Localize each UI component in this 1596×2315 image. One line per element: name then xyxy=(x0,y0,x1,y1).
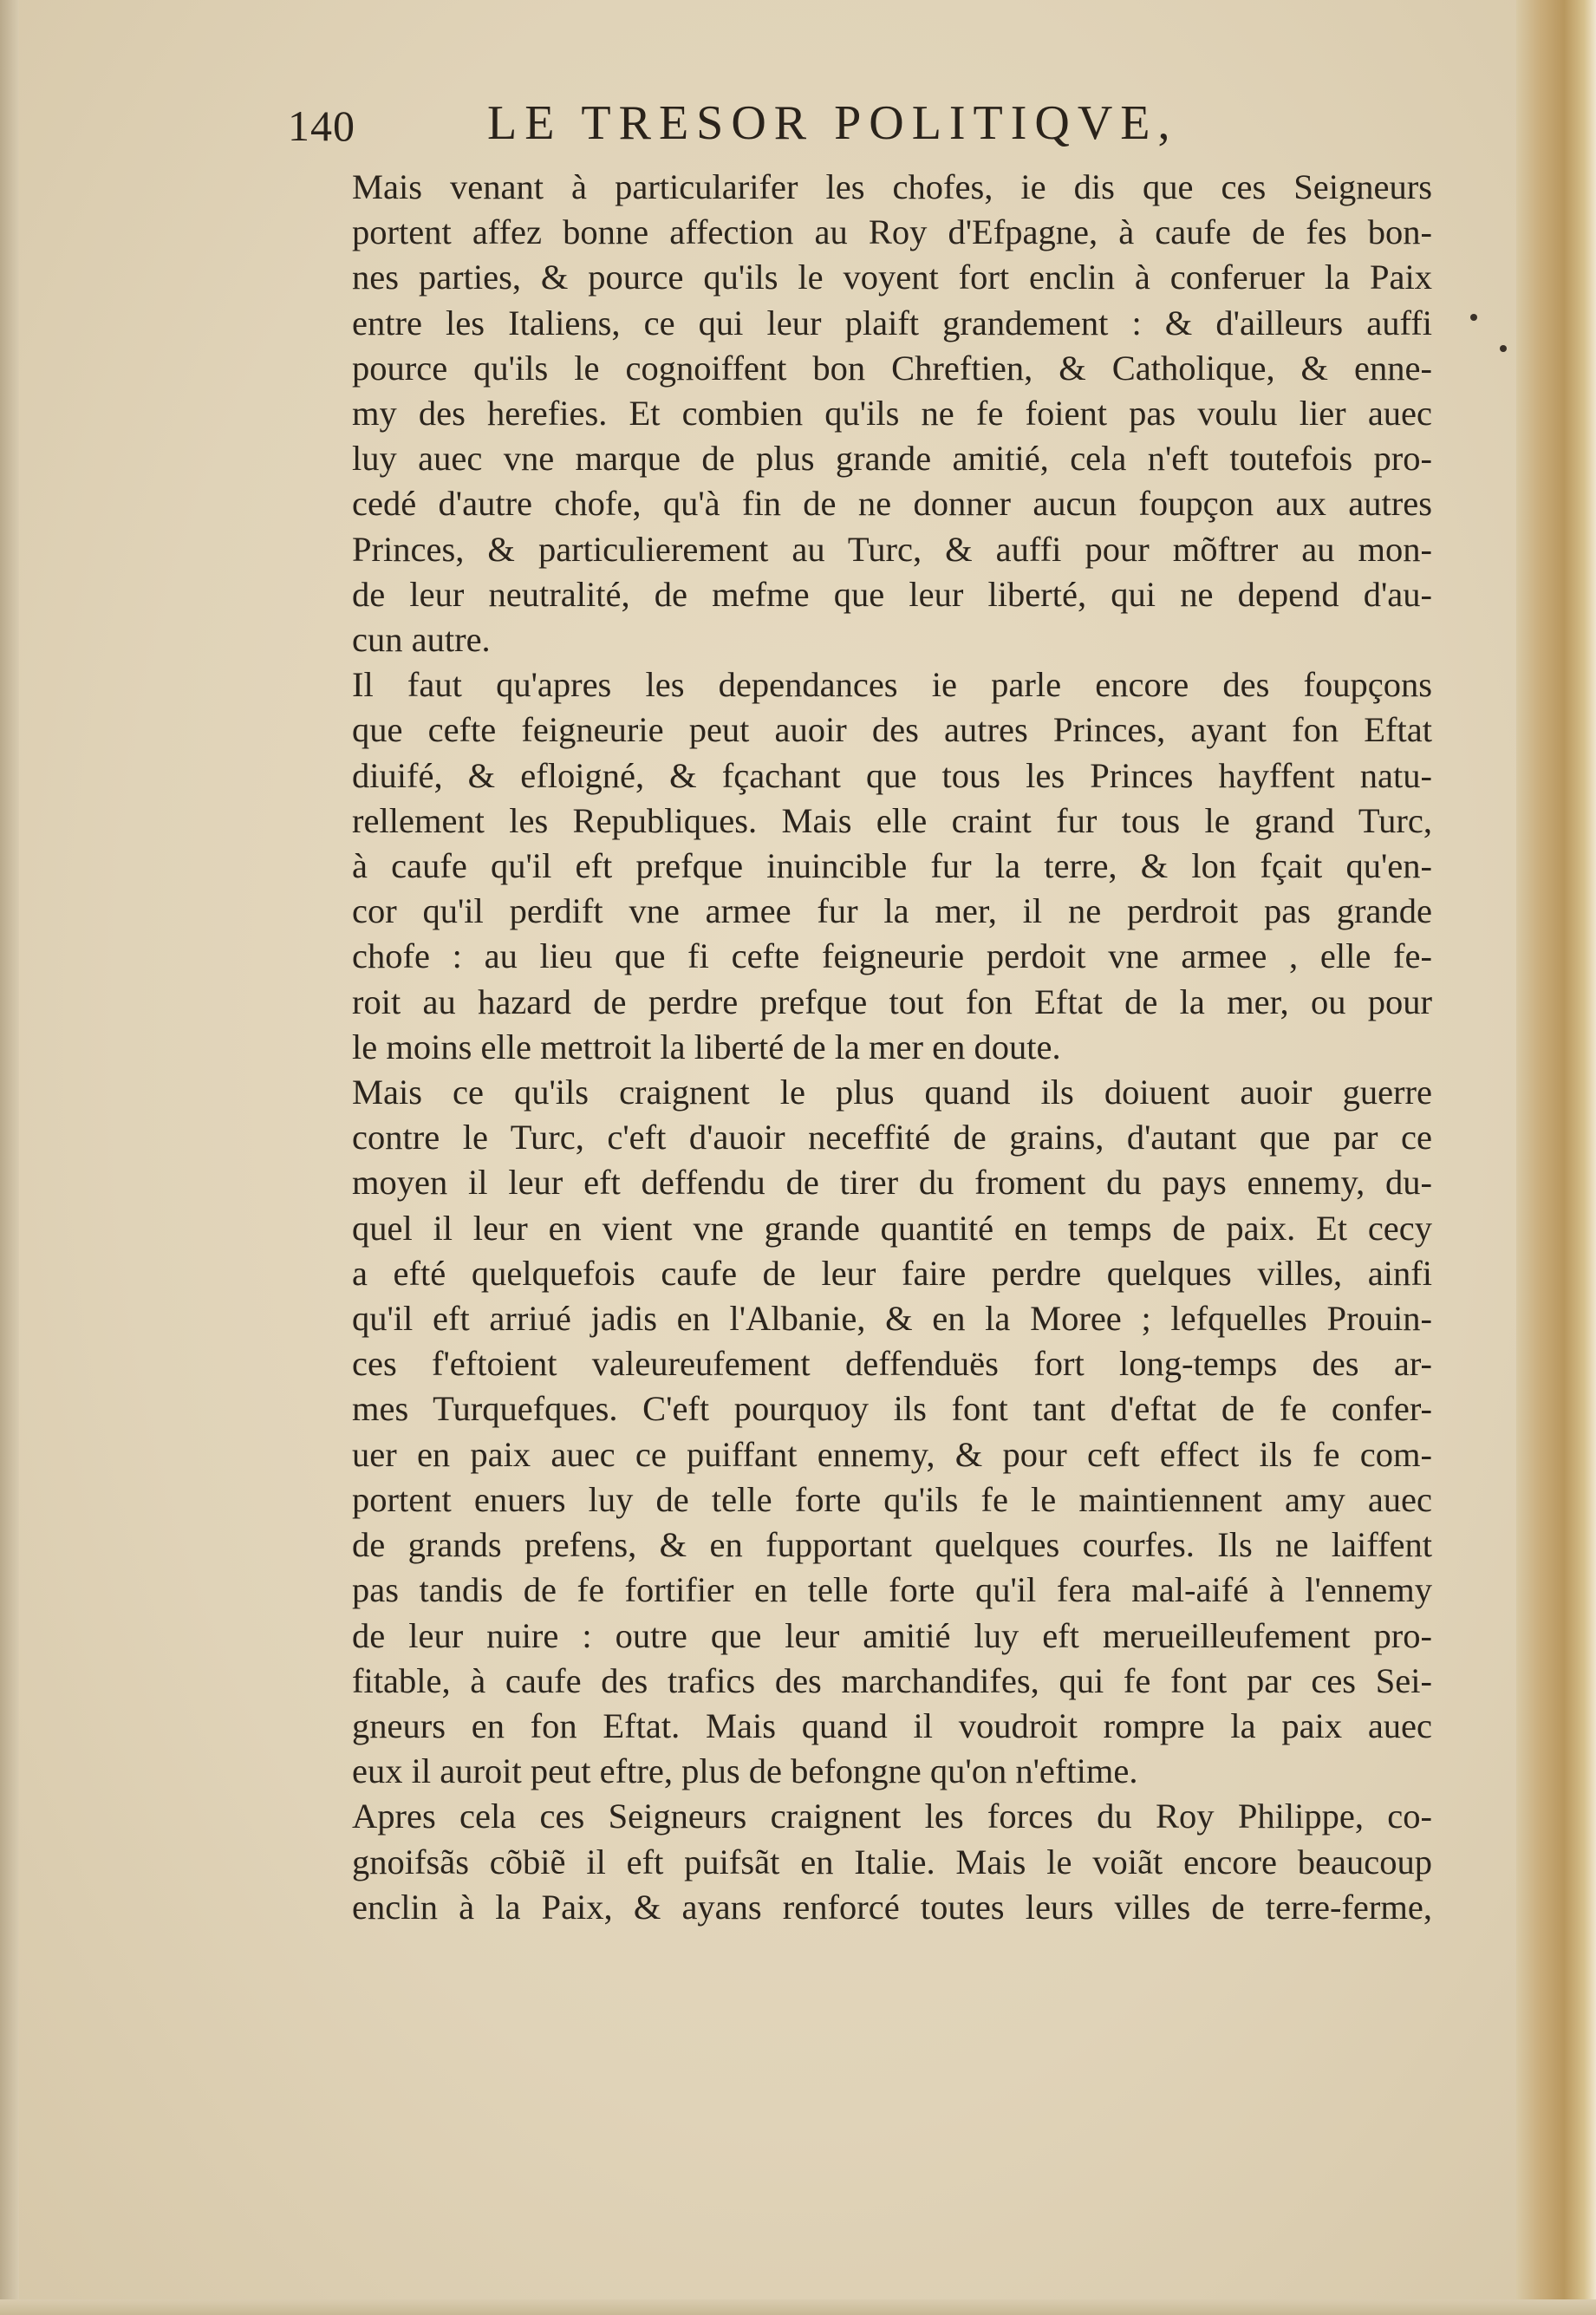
text-line: gnoifsãs cõbiẽ il eft puifsãt en Italie. Mais le voiãt encore beaucoup xyxy=(352,1842,1432,1881)
text-line: quel il leur en vient vne grande quantité en temps de paix. Et cecy xyxy=(352,1208,1432,1248)
page-left-edge xyxy=(0,0,19,2315)
text-line: diuifé, & efloigné, & fçachant que tous les Princes hayffent natu- xyxy=(352,755,1432,795)
text-line: luy auec vne marque de plus grande amitié, cela n'eft toutefois pro- xyxy=(352,439,1432,479)
text-line: my des herefies. Et combien qu'ils ne fe foient pas voulu lier auec xyxy=(352,394,1432,434)
text-line: cor qu'il perdift vne armee fur la mer, il ne perdroit pas grande xyxy=(352,891,1432,931)
text-line: que cefte feigneurie peut auoir des autres Princes, ayant fon Eftat xyxy=(352,710,1432,750)
paragraph-4 xyxy=(340,1794,1432,1930)
running-title: LE TRESOR POLITIQVE, xyxy=(487,96,1178,150)
text-line: à caufe qu'il eft prefque inuincible fur la terre, & lon fçait qu'en- xyxy=(352,846,1432,886)
text-line: cedé d'autre chofe, qu'à fin de ne donner aucun foupçon aux autres xyxy=(352,484,1432,524)
text-line: a efté quelquefois caufe de leur faire perdre quelques villes, ainfi xyxy=(352,1253,1432,1293)
text-line: le moins elle mettroit la liberté de la mer en doute. xyxy=(352,1027,1061,1066)
text-line: rellement les Republiques. Mais elle craint fur tous le grand Turc, xyxy=(352,800,1432,840)
text-line: gneurs en fon Eftat. Mais quand il voudroit rompre la paix auec xyxy=(352,1705,1432,1745)
text-line: fitable, à caufe des trafics des marchandifes, qui fe font par ces Sei- xyxy=(352,1660,1432,1700)
page-header xyxy=(288,90,1328,168)
text-line: enclin à la Paix, & ayans renforcé toutes leurs villes de terre-ferme, xyxy=(352,1887,1432,1927)
text-line: nes parties, & pource qu'ils le voyent fort enclin à conferuer la Paix xyxy=(352,258,1432,297)
text-line: portent affez bonne affection au Roy d'Efpagne, à caufe de fes bon- xyxy=(352,212,1432,252)
text-line: ces f'eftoient valeureufement deffenduës fort long-temps des ar- xyxy=(352,1344,1432,1384)
text-line: roit au hazard de perdre prefque tout fon Eftat de la mer, ou pour xyxy=(352,981,1432,1021)
text-line: de grands prefens, & en fupportant quelques courfes. Ils ne laiffent xyxy=(352,1525,1432,1565)
page-number: 140 xyxy=(288,101,355,150)
paragraph-3 xyxy=(340,1070,1432,1794)
text-line: Apres cela ces Seigneurs craignent les forces du Roy Philippe, co- xyxy=(352,1797,1432,1836)
text-line: pource qu'ils le cognoiffent bon Chreftien, & Catholique, & enne- xyxy=(352,348,1432,388)
body-text xyxy=(340,165,1432,1930)
text-line: de leur neutralité, de mefme que leur liberté, qui ne depend d'au- xyxy=(352,574,1432,614)
text-line: contre le Turc, c'eft d'auoir neceffité de grains, d'autant que par ce xyxy=(352,1118,1432,1158)
text-line: chofe : au lieu que fi cefte feigneurie perdoit vne armee , elle fe- xyxy=(352,936,1432,976)
text-line: moyen il leur eft deffendu de tirer du froment du pays ennemy, du- xyxy=(352,1163,1432,1203)
text-line: Princes, & particulierement au Turc, & auffi pour mõftrer au mon- xyxy=(352,529,1432,569)
page-right-edge-binding xyxy=(1516,0,1596,2315)
text-line: uer en paix auec ce puiffant ennemy, & pour ceft effect ils fe com- xyxy=(352,1434,1432,1474)
margin-mark-dot xyxy=(1470,314,1477,321)
text-line: entre les Italiens, ce qui leur plaift grandement : & d'ailleurs auffi xyxy=(352,303,1432,342)
margin-mark-dot xyxy=(1500,345,1507,352)
text-line: cun autre. xyxy=(352,620,491,660)
text-line: portent enuers luy de telle forte qu'ils fe le maintiennent amy auec xyxy=(352,1479,1432,1519)
paragraph-1 xyxy=(340,165,1432,662)
text-line: eux il auroit peut eftre, plus de befongne qu'on n'eftime. xyxy=(352,1751,1138,1791)
text-line: qu'il eft arriué jadis en l'Albanie, & en la Moree ; lefquelles Prouin- xyxy=(352,1299,1432,1339)
text-line: Mais venant à particularifer les chofes, ie dis que ces Seigneurs xyxy=(352,167,1432,206)
text-line: de leur nuire : outre que leur amitié luy eft merueilleufement pro- xyxy=(352,1615,1432,1655)
text-line: pas tandis de fe fortifier en telle forte qu'il fera mal-aifé à l'ennemy xyxy=(352,1570,1432,1610)
text-line: Il faut qu'apres les dependances ie parle encore des foupçons xyxy=(352,665,1432,705)
page-bottom-edge xyxy=(0,2299,1596,2315)
paragraph-2 xyxy=(340,662,1432,1070)
text-line: mes Turquefques. C'eft pourquoy ils font tant d'eftat de fe confer- xyxy=(352,1389,1432,1429)
text-line: Mais ce qu'ils craignent le plus quand ils doiuent auoir guerre xyxy=(352,1073,1432,1112)
